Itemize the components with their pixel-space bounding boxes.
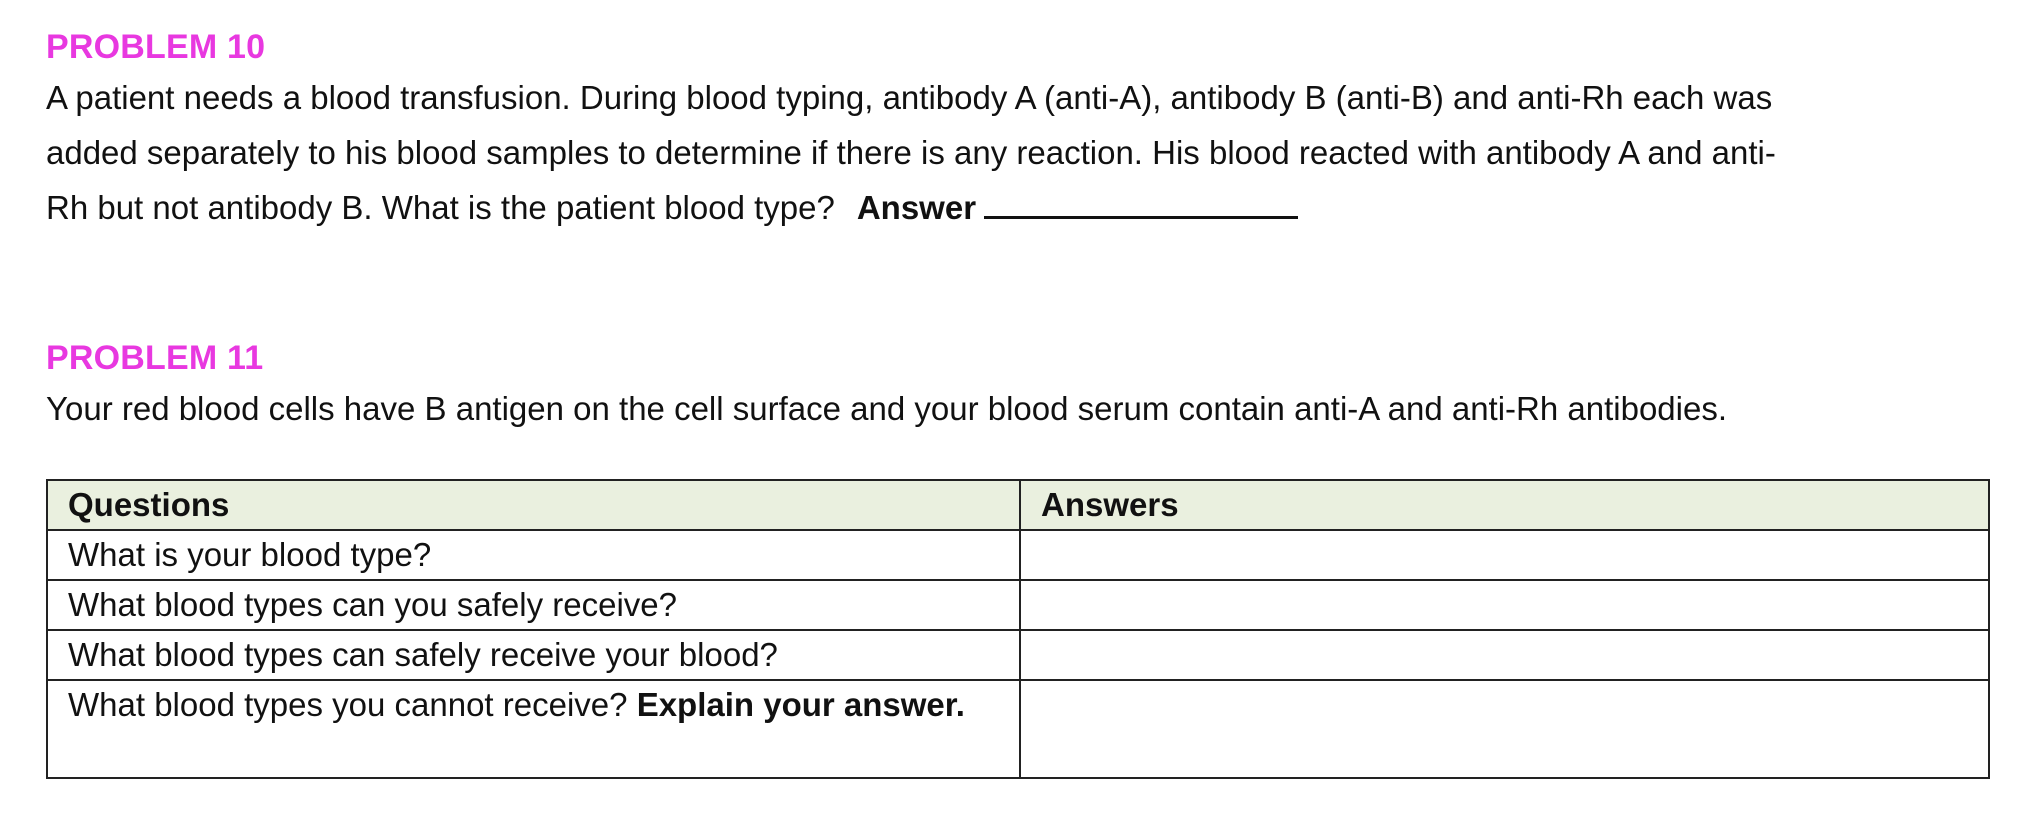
- question-emphasis: Explain your answer.: [636, 686, 965, 723]
- problem-11-text: Your red blood cells have B antigen on the cell surface and your blood serum contain anti-A and anti-Rh antibodies.: [46, 390, 1728, 427]
- question-cell: What blood types can you safely receive?: [47, 580, 1020, 630]
- questions-header: Questions: [47, 480, 1020, 530]
- problem-10-line-1: A patient needs a blood transfusion. During blood typing, antibody A (anti-A), antibody B (anti-B) and anti-Rh each was: [46, 79, 1773, 116]
- question-cell: [47, 680, 1020, 778]
- question-cell: What is your blood type?: [47, 530, 1020, 580]
- problem-10-text: [46, 70, 1996, 235]
- answer-cell[interactable]: [1020, 680, 1989, 778]
- problem-10-line-3: Rh but not antibody B. What is the patient blood type?: [46, 189, 835, 226]
- table-row: [47, 580, 1989, 630]
- answer-label: Answer: [856, 189, 977, 226]
- table-row: [47, 530, 1989, 580]
- table-row: [47, 630, 1989, 680]
- answers-header: Answers: [1020, 480, 1989, 530]
- table-header-row: [47, 480, 1989, 530]
- problem-11-heading: PROBLEM 11: [46, 339, 264, 377]
- problem-10-line-2: added separately to his blood samples to determine if there is any reaction. His blood reacted with antibody A and anti-: [46, 134, 1776, 171]
- table-row: [47, 680, 1989, 778]
- question-text: What blood types you cannot receive?: [68, 686, 628, 723]
- problem-10-heading: PROBLEM 10: [46, 28, 266, 66]
- answer-cell[interactable]: [1020, 530, 1989, 580]
- answer-blank-line[interactable]: [984, 186, 1298, 219]
- answer-cell[interactable]: [1020, 630, 1989, 680]
- questions-answers-table: [46, 479, 1990, 779]
- question-cell: What blood types can safely receive your blood?: [47, 630, 1020, 680]
- answer-cell[interactable]: [1020, 580, 1989, 630]
